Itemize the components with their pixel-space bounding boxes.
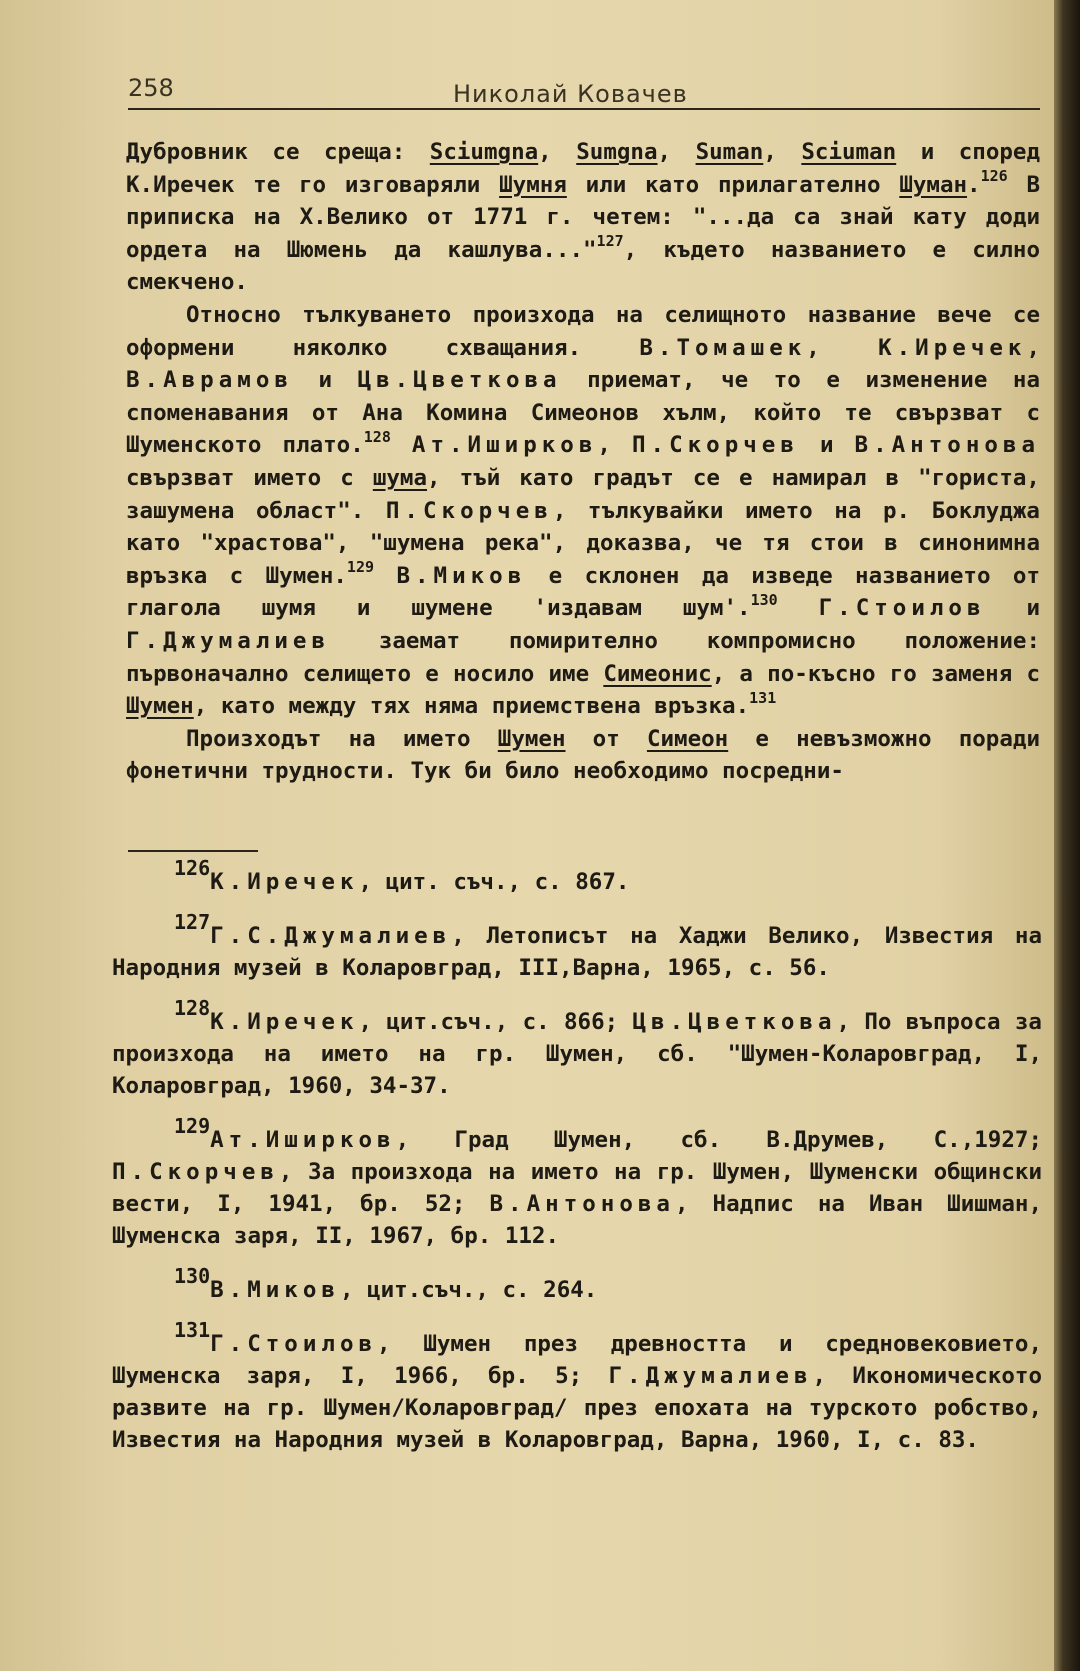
- author-name: Г.Джумалиев: [608, 1363, 813, 1389]
- term: Симеон: [646, 725, 729, 752]
- running-header: [128, 72, 1038, 112]
- term: Sciumgna: [429, 139, 539, 165]
- author-name: К.Иречек: [878, 334, 1027, 361]
- footnote-number: 128: [174, 996, 211, 1020]
- footnote-number: 127: [174, 910, 211, 934]
- footnote-number: 126: [174, 856, 211, 880]
- author-name: Цв.Цветкова: [357, 367, 562, 394]
- author-name: Ат.Иширков: [411, 432, 598, 459]
- footnote-131: 131Г.Стоилов, Шумен през древността и средновековието, Шуменска заря, I, 1966, бр. 5; Г.Джумалиев, Икономическото развите на гр. Шумен/Коларовград/ през епохата на турското робство, Известия на Народния музей в Коларовград, Варна, 1960, I, с. 83.: [112, 1318, 1042, 1453]
- footnote-130: 130В.Миков, цит.съч., с. 264.: [174, 1264, 598, 1303]
- term: Sumgna: [576, 139, 658, 165]
- footnote-separator: [128, 850, 258, 852]
- author-name: Г.Стоилов: [818, 595, 986, 622]
- paragraph-1: Дубровник се среща: Sciumgna, Sumgna, Suman, Sciuman и според К.Иречек те го изговаряли Шумня или като прилагателно Шуман.$^{126}$ В приписка на Х.Велико от 1771 г. четем: "...да са знай кату доди ордета на Шюмень да кашлува..."$^{127}$, където названието е силно смекчено.: [126, 139, 1041, 296]
- author-name: П.Скорчев: [385, 497, 553, 524]
- term: Шумен: [497, 725, 566, 752]
- paragraph-3: Произходът на името Шумен от Симеон е невъзможно поради фонетични трудности. Тук би било необходимо посредни-: [126, 725, 1040, 785]
- term: Симеонис: [603, 660, 712, 687]
- footnote-127: 127Г.С.Джумалиев, Летописът на Хаджи Велико, Известия на Народния музей в Коларовград, III,Варна, 1965, с. 56.: [112, 910, 1042, 981]
- footnote-126: 126К.Иречек, цит. съч., с. 867.: [174, 856, 630, 895]
- footnote-ref: 131: [749, 688, 777, 707]
- author-name: В.Томашек: [639, 334, 807, 361]
- paragraph-2: Относно тълкуването произхода на селищното название вече се оформени няколко схващания. В.Томашек, К.Иречек, В.Аврамов и Цв.Цветкова приемат, че то е изменение на споменавания от Ана Комина Симеонов хълм, който те свързват с Шуменското плато.$^{128}$ Ат.Иширков, П.Скорчев и В.Антонова свързват името с шума, тъй като градът се е намирал в "гориста, зашумена област". П.Скорчев, тълкувайки името на р. Боклуджа като "храстова", "шумена река", доказва, че тя стои в синонимна връзка с Шумен.$^{129}$ В.Миков е склонен да изведе названието от глагола шумя и шумене 'издавам шум'.$^{130}$ Г.Стоилов и Г.Джумалиев заемат помирително компромисно положение: първоначално селището е носило име Симеонис, а по-късно го заменя с Шумен, като между тях няма приемствена връзка.$^{131}$: [126, 301, 1041, 720]
- footnote-ref: 129: [346, 558, 375, 577]
- footnote-ref: 128: [363, 427, 391, 446]
- header-rule: [128, 108, 1040, 110]
- author-name: П.Скорчев: [631, 432, 799, 459]
- page-number: 258: [128, 74, 174, 102]
- author-name: В.Антонова: [489, 1191, 675, 1217]
- running-title-author: Николай Ковачев: [453, 80, 688, 108]
- footnote-129: 129Ат.Иширков, Град Шумен, сб. В.Друмев, С.,1927; П.Скорчев, За произхода на името на гр. Шумен, Шуменски общински вести, I, 1941, бр. 52; В.Антонова, Надпис на Иван Шишман, Шуменска заря, II, 1967, бр. 112.: [112, 1114, 1043, 1249]
- author-name: П.Скорчев: [112, 1159, 279, 1185]
- author-name: Цв.Цветкова: [632, 1009, 837, 1035]
- author-name: К.Иречек: [210, 869, 359, 895]
- term: Шумен: [126, 693, 194, 720]
- term: Шумня: [499, 171, 567, 198]
- term: Sciuman: [801, 139, 897, 165]
- term: шума: [372, 464, 427, 491]
- author-name: Ат.Иширков: [210, 1127, 396, 1153]
- author-name: В.Антонова: [854, 432, 1041, 459]
- footnote-128: 128К.Иречек, цит.съч., с. 866; Цв.Цветкова, По въпроса за произхода на името на гр. Шумен, сб. "Шумен-Коларовград, I, Коларовград, 1960, 34-37.: [112, 996, 1042, 1099]
- author-name: В.Аврамов: [126, 367, 293, 394]
- term: Suman: [695, 139, 764, 165]
- book-spine: [1054, 0, 1080, 1671]
- author-name: К.Иречек: [210, 1009, 359, 1035]
- main-text: [126, 136, 1040, 788]
- author-name: Г.Джумалиев: [126, 627, 331, 654]
- footnote-number: 129: [174, 1114, 211, 1138]
- author-name: К.Иречек: [126, 171, 235, 198]
- footnote-ref: 126: [980, 167, 1008, 186]
- author-name: В.Миков: [396, 562, 527, 589]
- author-name: Г.С.Джумалиев: [210, 923, 452, 949]
- author-name: В.Миков: [210, 1277, 340, 1303]
- footnote-number: 130: [174, 1264, 211, 1288]
- footnote-ref: 130: [750, 590, 778, 609]
- author-name: Г.Стоилов: [210, 1331, 378, 1357]
- footnote-ref: 127: [596, 232, 624, 251]
- footnote-number: 131: [174, 1318, 211, 1342]
- footnotes: [112, 856, 1043, 1478]
- term: Шуман: [899, 171, 968, 198]
